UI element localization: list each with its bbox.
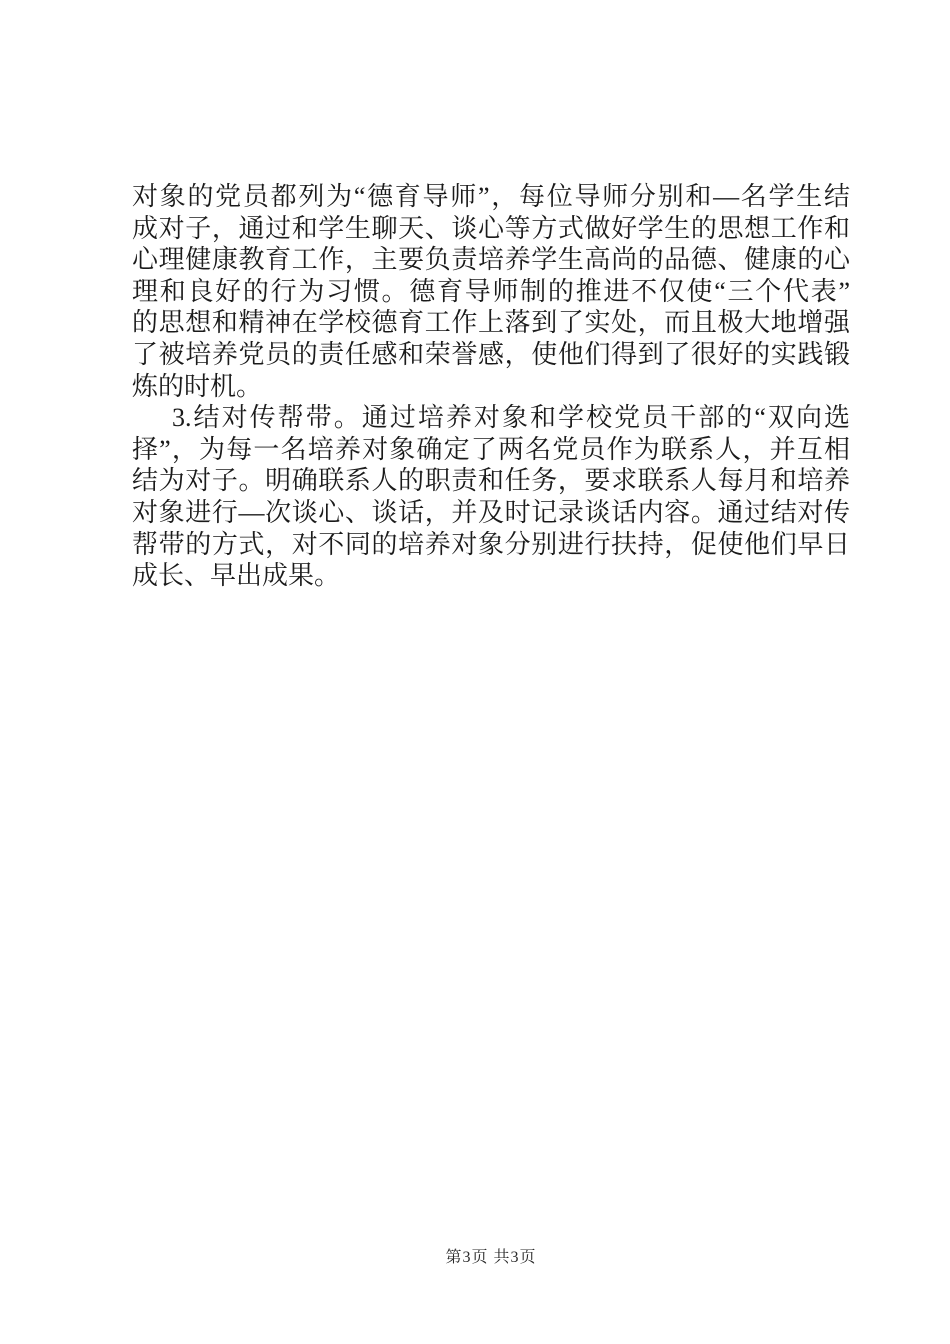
text-line: 对象的党员都列为“德育导师”，每位导师分别和—名学生结: [132, 182, 850, 211]
text-line: 心理健康教育工作，主要负责培养学生高尚的品德、健康的心: [132, 245, 850, 275]
text-line: 理和良好的行为习惯。德育导师制的推进不仅使“三个代表”: [132, 276, 850, 306]
document-body: [132, 181, 850, 592]
page-footer: [132, 1244, 850, 1267]
text-line: 的思想和精神在学校德育工作上落到了实处，而且极大地增强: [132, 308, 850, 338]
text-line: 成对子，通过和学生聊天、谈心等方式做好学生的思想工作和: [132, 213, 850, 243]
text-line: 成长、早出成果。: [132, 561, 341, 591]
text-line: 择”，为每一名培养对象确定了两名党员作为联系人，并互相: [132, 434, 850, 464]
text-line: 3.结对传帮带。通过培养对象和学校党员干部的“双向选: [172, 403, 850, 433]
page-number-label: 第3页 共3页: [445, 1249, 537, 1266]
text-line: 结为对子。明确联系人的职责和任务，要求联系人每月和培养: [132, 466, 850, 496]
text-line: 对象进行—次谈心、谈话，并及时记录谈话内容。通过结对传: [132, 497, 850, 527]
text-line: 炼的时机。: [132, 371, 263, 401]
text-line: 了被培养党员的责任感和荣誉感，使他们得到了很好的实践锻: [132, 339, 850, 369]
text-line: 帮带的方式，对不同的培养对象分别进行扶持，促使他们早日: [132, 529, 850, 559]
